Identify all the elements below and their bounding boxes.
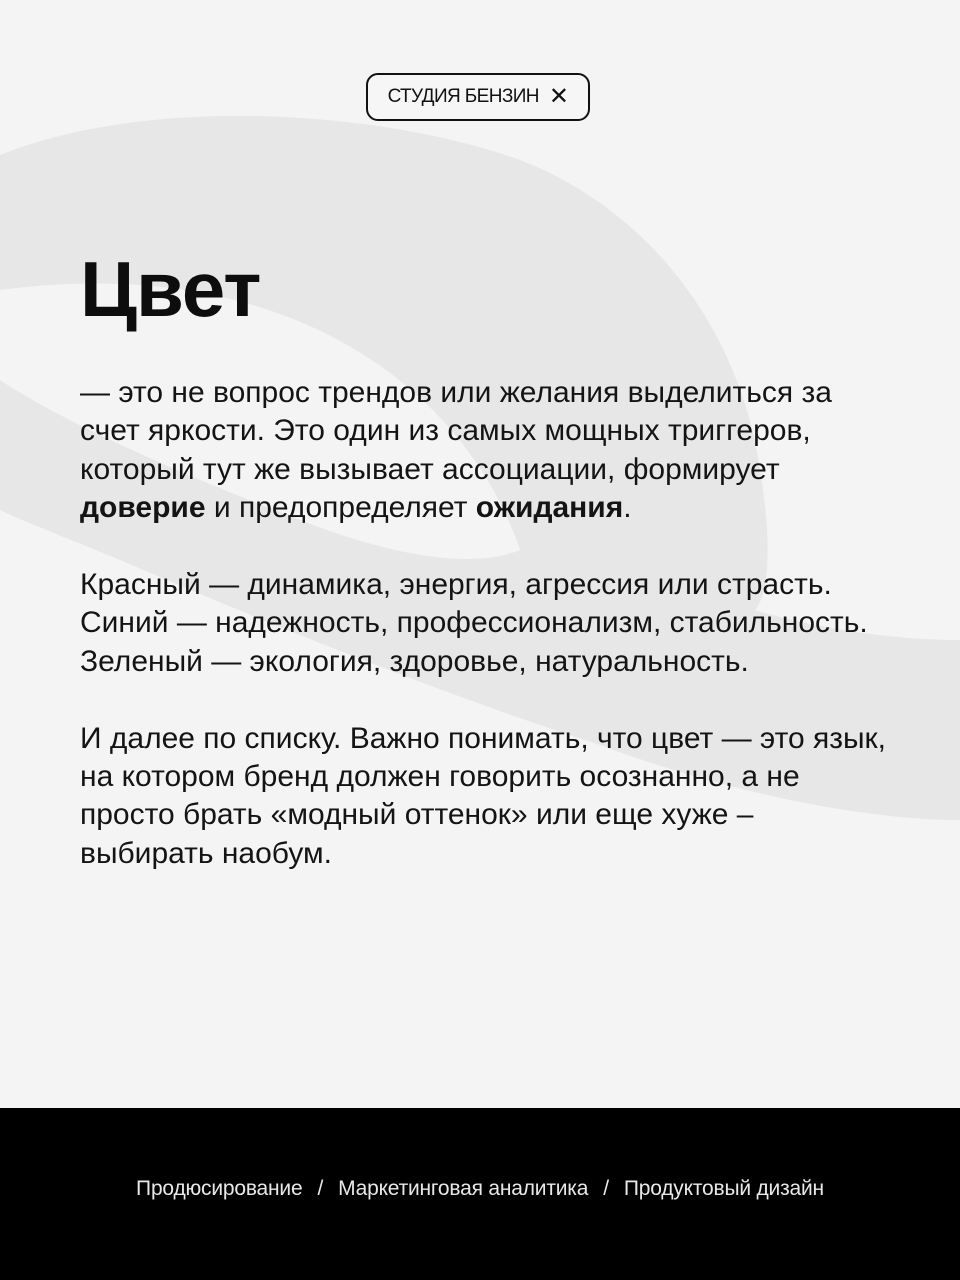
close-icon[interactable]: ✕ [548, 83, 569, 110]
studio-badge[interactable] [366, 73, 590, 121]
intro-bold-expectations: ожидания [475, 491, 624, 525]
article-body [80, 374, 890, 873]
intro-text-c: . [623, 491, 632, 525]
color-meaning-green: Зеленый — экология, здоровье, натуральность. [80, 644, 749, 678]
color-meaning-red: Красный — динамика, энергия, агрессия или страсть. [80, 568, 832, 602]
conclusion-paragraph: И далее по списку. Важно понимать, что цвет — это язык, на котором бренд должен говорить осознанно, а не просто брать «модный оттенок» или еще хуже – выбирать наобум. [80, 721, 887, 870]
footer-nav [0, 1177, 960, 1201]
footer-separator: / [603, 1177, 609, 1200]
badge-label: СТУДИЯ БЕНЗИН [387, 86, 539, 107]
intro-bold-trust: доверие [80, 491, 206, 525]
footer-item-production: Продюсирование [136, 1177, 303, 1200]
paragraph-gap [80, 528, 890, 566]
intro-paragraph [80, 374, 890, 528]
paragraph-gap [80, 681, 890, 719]
footer-item-marketing-analytics: Маркетинговая аналитика [338, 1177, 589, 1200]
footer-item-product-design: Продуктовый дизайн [623, 1177, 824, 1200]
color-meaning-blue: Синий — надежность, профессионализм, стабильность. [80, 606, 868, 640]
intro-text-b: и предопределяет [205, 491, 476, 525]
footer-separator: / [317, 1177, 324, 1200]
page-title: Цвет [80, 245, 261, 333]
intro-text-a: — это не вопрос трендов или желания выделиться за счет яркости. Это один из самых мощных триггеров, который тут же вызывает ассоциации, формирует [80, 376, 832, 486]
footer [0, 1108, 960, 1280]
